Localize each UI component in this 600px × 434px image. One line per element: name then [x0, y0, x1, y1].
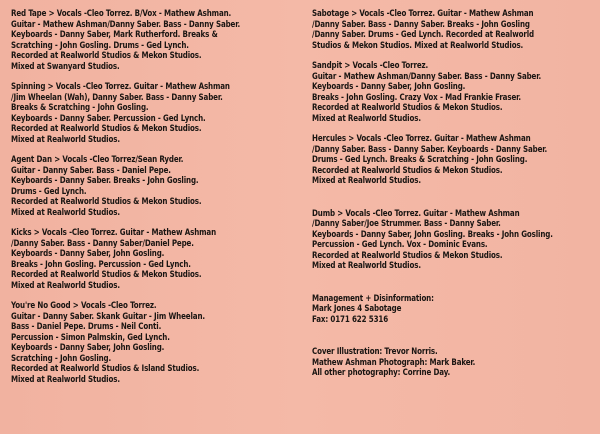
credit-line: Breaks - John Gosling. Crazy Vox - Mad Frankie Fraser.: [312, 92, 521, 103]
management-line: Management + Disinformation:: [312, 293, 434, 304]
credit-line: Recorded at Realworld Studios & Mekon Studios.: [312, 250, 503, 261]
artwork-credit-line: Mathew Ashman Photograph: Mark Baker.: [312, 357, 476, 368]
credit-line: Percussion - Simon Palmskin, Ged Lynch.: [11, 332, 170, 343]
artwork-credit-line: Cover Illustration: Trevor Norris.: [312, 347, 438, 357]
credit-line: /Danny Saber. Bass - Danny Saber/Daniel Pepe.: [11, 238, 194, 249]
credit-line: Studios & Mekon Studios. Mixed at Realworld Studios.: [312, 40, 524, 51]
management-contact-block: [312, 294, 597, 326]
credit-line: Guitar - Danny Saber. Skank Guitar - Jim Wheelan.: [11, 311, 205, 322]
credit-line: Mixed at Realworld Studios.: [11, 207, 120, 218]
credit-line: Guitar - Danny Saber. Bass - Daniel Pepe.: [11, 165, 171, 176]
left-credits-column: [11, 9, 296, 395]
credit-line: /Danny Saber. Bass - Danny Saber. Keyboards - Danny Saber.: [312, 144, 548, 155]
credit-line: Red Tape > Vocals -Cleo Torrez. B/Vox - Mathew Ashman.: [11, 9, 232, 19]
management-line: Fax: 0171 622 5316: [312, 314, 389, 325]
credit-line: Bass - Daniel Pepe. Drums - Neil Conti.: [11, 322, 162, 332]
credit-line: Keyboards - Danny Saber, John Gosling.: [312, 82, 466, 92]
credit-line: Guitar - Mathew Ashman/Danny Saber. Bass - Danny Saber.: [11, 19, 241, 30]
credit-line: Keyboards - Danny Saber, John Gosling.: [11, 343, 165, 353]
credits-block-sabotage: [312, 9, 597, 51]
credit-line: Guitar - Mathew Ashman/Danny Saber. Bass - Danny Saber.: [312, 71, 542, 82]
credit-line: Keyboards - Danny Saber. Percussion - Ged Lynch.: [11, 113, 206, 124]
credit-line: Drums - Ged Lynch.: [11, 186, 87, 197]
credits-block-red-tape: [11, 9, 296, 72]
credit-line: Scratching - John Gosling.: [11, 353, 112, 364]
credit-line: /Jim Wheelan (Wah), Danny Saber. Bass - Danny Saber.: [11, 92, 223, 103]
credit-line: Recorded at Realworld Studios & Mekon Studios.: [312, 103, 503, 113]
credit-line: Keyboards - Danny Saber, John Gosling. Breaks - John Gosling.: [312, 229, 553, 240]
credit-line: Keyboards - Danny Saber, John Gosling.: [11, 249, 165, 259]
credit-line: Mixed at Realworld Studios.: [312, 261, 421, 271]
right-credits-column: [312, 9, 597, 389]
management-line: Mark Jones 4 Sabotage: [312, 304, 402, 314]
credit-line: Kicks > Vocals -Cleo Torrez. Guitar - Mathew Ashman: [11, 228, 217, 238]
credit-line: Dumb > Vocals -Cleo Torrez. Guitar - Mathew Ashman: [312, 208, 520, 219]
credit-line: Recorded at Realworld Studios & Island Studios.: [11, 364, 200, 374]
credit-line: Mixed at Realworld Studios.: [312, 113, 421, 124]
credit-line: Scratching - John Gosling. Drums - Ged Lynch.: [11, 40, 189, 51]
credit-line: Mixed at Realworld Studios.: [312, 176, 421, 186]
credits-block-youre-no-good: [11, 301, 296, 385]
artwork-credit-line: All other photography: Corrine Day.: [312, 368, 451, 378]
credit-line: Drums - Ged Lynch. Breaks & Scratching - John Gosling.: [312, 155, 528, 165]
credit-line: Sandpit > Vocals -Cleo Torrez.: [312, 61, 429, 71]
credit-line: Mixed at Realworld Studios.: [11, 280, 120, 291]
credit-line: Breaks & Scratching - John Gosling.: [11, 103, 149, 113]
credit-line: Mixed at Swanyard Studios.: [11, 61, 120, 72]
credit-line: Keyboards - Danny Saber, Mark Rutherford. Breaks &: [11, 30, 218, 40]
credit-line: Recorded at Realworld Studios & Mekon Studios.: [11, 51, 202, 61]
credit-line: You're No Good > Vocals -Cleo Torrez.: [11, 301, 157, 311]
credit-line: Breaks - John Gosling. Percussion - Ged Lynch.: [11, 259, 191, 270]
credits-block-hercules: [312, 134, 597, 187]
artwork-credits-block: [312, 347, 597, 379]
credit-line: Hercules > Vocals -Cleo Torrez. Guitar - Mathew Ashman: [312, 134, 531, 144]
credit-line: /Danny Saber/Joe Strummer. Bass - Danny Saber.: [312, 219, 501, 229]
credits-block-spinning: [11, 82, 296, 145]
spacer: [312, 335, 597, 347]
credit-line: /Danny Saber. Bass - Danny Saber. Breaks - John Gosling: [312, 19, 530, 30]
credit-line: Mixed at Realworld Studios.: [11, 374, 120, 385]
credits-block-sandpit: [312, 61, 597, 124]
credits-block-agent-dan: [11, 155, 296, 218]
spacer: [312, 197, 597, 209]
credit-line: Spinning > Vocals -Cleo Torrez. Guitar - Mathew Ashman: [11, 82, 230, 92]
credit-line: Percussion - Ged Lynch. Vox - Dominic Evans.: [312, 240, 488, 250]
credit-line: Recorded at Realworld Studios & Mekon Studios.: [11, 197, 202, 207]
credit-line: Keyboards - Danny Saber. Breaks - John Gosling.: [11, 176, 199, 186]
credit-line: Recorded at Realworld Studios & Mekon Studios.: [11, 270, 202, 280]
credit-line: Sabotage > Vocals -Cleo Torrez. Guitar - Mathew Ashman: [312, 9, 534, 19]
credits-block-kicks: [11, 228, 296, 291]
credit-line: Recorded at Realworld Studios & Mekon Studios.: [11, 124, 202, 134]
spacer: [312, 282, 597, 294]
credit-line: Recorded at Realworld Studios & Mekon Studios.: [312, 165, 503, 176]
credit-line: Mixed at Realworld Studios.: [11, 134, 120, 145]
credit-line: Agent Dan > Vocals -Cleo Torrez/Sean Ryder.: [11, 155, 184, 165]
credit-line: /Danny Saber. Drums - Ged Lynch. Recorded at Realworld: [312, 30, 535, 40]
credits-block-dumb: [312, 209, 597, 272]
